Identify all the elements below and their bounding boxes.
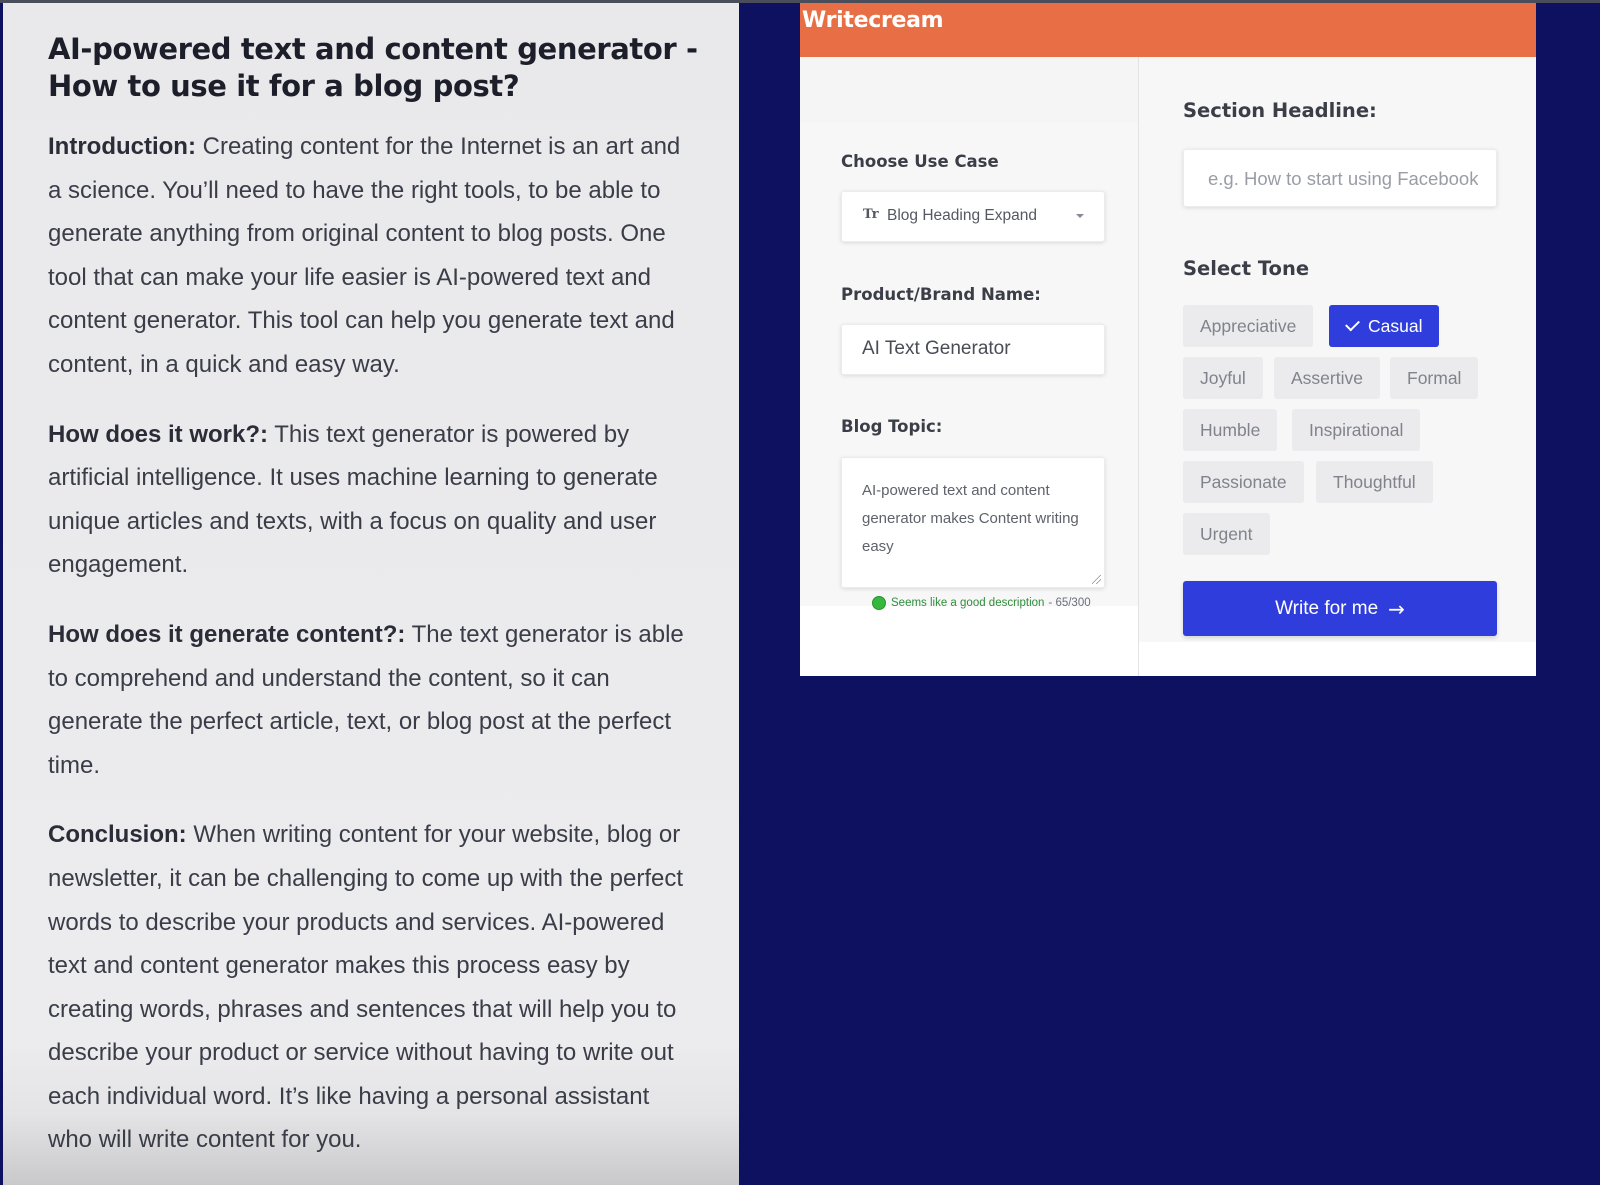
feedback-text: Seems like a good description bbox=[891, 597, 1045, 609]
product-name-value: AI Text Generator bbox=[862, 338, 1011, 359]
description-feedback bbox=[872, 596, 1091, 610]
tone-passionate[interactable]: Passionate bbox=[1183, 461, 1304, 503]
paragraph-body: This text generator is powered by artificial intelligence. It uses machine learning to generate unique articles and texts, with a focus on quality and user engagement. bbox=[48, 420, 658, 579]
tone-urgent[interactable]: Urgent bbox=[1183, 513, 1270, 555]
product-name-label: Product/Brand Name: bbox=[841, 285, 1041, 304]
blog-topic-value: AI-powered text and content generator makes Content writing easy bbox=[862, 482, 1079, 555]
article-paragraph-introduction bbox=[48, 125, 699, 387]
character-count: - 65/300 bbox=[1048, 597, 1091, 609]
text-type-icon: Tr bbox=[863, 207, 879, 222]
paragraph-body: The text generator is able to comprehend and understand the content, so it can generate the perfect article, text, or blog post at the perfect time. bbox=[48, 620, 684, 779]
use-case-value: Blog Heading Expand bbox=[887, 207, 1037, 224]
arrow-right-icon: → bbox=[1388, 596, 1405, 621]
checkmark-icon bbox=[1345, 317, 1360, 332]
paragraph-heading: Conclusion: bbox=[48, 821, 187, 849]
section-headline-placeholder: e.g. How to start using Facebook bbox=[1208, 168, 1478, 189]
paragraph-body: Creating content for the Internet is an art and a science. You’ll need to have the right tools, to be able to generate anything from original content to blog posts. One tool that can make your life easier is AI-powered text and content generator. This tool can help you generate text and content, in a quick and easy way. bbox=[48, 133, 681, 378]
tone-formal[interactable]: Formal bbox=[1390, 357, 1478, 399]
tone-joyful[interactable]: Joyful bbox=[1183, 357, 1263, 399]
chevron-down-icon bbox=[1076, 214, 1084, 218]
paragraph-heading: Introduction: bbox=[48, 133, 196, 160]
brand-logo[interactable]: Writecream bbox=[802, 8, 944, 33]
tone-casual[interactable] bbox=[1329, 305, 1439, 347]
tone-inspirational[interactable]: Inspirational bbox=[1292, 409, 1420, 451]
article-title: AI-powered text and content generator - How to use it for a blog post? bbox=[48, 32, 698, 103]
tone-label: Casual bbox=[1368, 316, 1423, 336]
tone-appreciative[interactable]: Appreciative bbox=[1183, 305, 1313, 347]
paragraph-heading: How does it work?: bbox=[48, 420, 269, 448]
use-case-label: Choose Use Case bbox=[841, 152, 999, 171]
paragraph-heading: How does it generate content?: bbox=[48, 620, 406, 648]
writecream-app bbox=[800, 3, 1536, 676]
status-ok-icon bbox=[872, 596, 886, 610]
article-paragraph-how-it-works bbox=[48, 413, 699, 587]
column-top-shade bbox=[800, 57, 1138, 123]
write-for-me-button[interactable] bbox=[1183, 581, 1497, 636]
tone-assertive[interactable]: Assertive bbox=[1274, 357, 1380, 399]
blog-topic-label: Blog Topic: bbox=[841, 417, 943, 436]
select-tone-label: Select Tone bbox=[1183, 257, 1310, 280]
tone-thoughtful[interactable]: Thoughtful bbox=[1316, 461, 1433, 503]
product-name-input[interactable] bbox=[841, 324, 1105, 375]
write-button-label: Write for me bbox=[1275, 597, 1379, 619]
blog-topic-textarea[interactable] bbox=[841, 457, 1105, 588]
article-panel bbox=[3, 3, 739, 1185]
tone-humble[interactable]: Humble bbox=[1183, 409, 1277, 451]
app-header bbox=[800, 3, 1536, 57]
resize-handle-icon[interactable] bbox=[1092, 575, 1101, 584]
paragraph-body: When writing content for your website, blog or newsletter, it can be challenging to come up with the perfect words to describe your products and services. AI-powered text and content generator makes this process easy by creating words, phrases and sentences that will help you to describe your product or service without having to write out each individual word. It’s like having a personal assistant who will write content for you. bbox=[48, 821, 684, 1154]
use-case-select[interactable] bbox=[841, 191, 1105, 242]
article-paragraph-how-it-generates bbox=[48, 613, 699, 787]
section-headline-input[interactable] bbox=[1183, 149, 1497, 207]
article-paragraph-conclusion bbox=[48, 813, 699, 1162]
section-headline-label: Section Headline: bbox=[1183, 99, 1377, 122]
